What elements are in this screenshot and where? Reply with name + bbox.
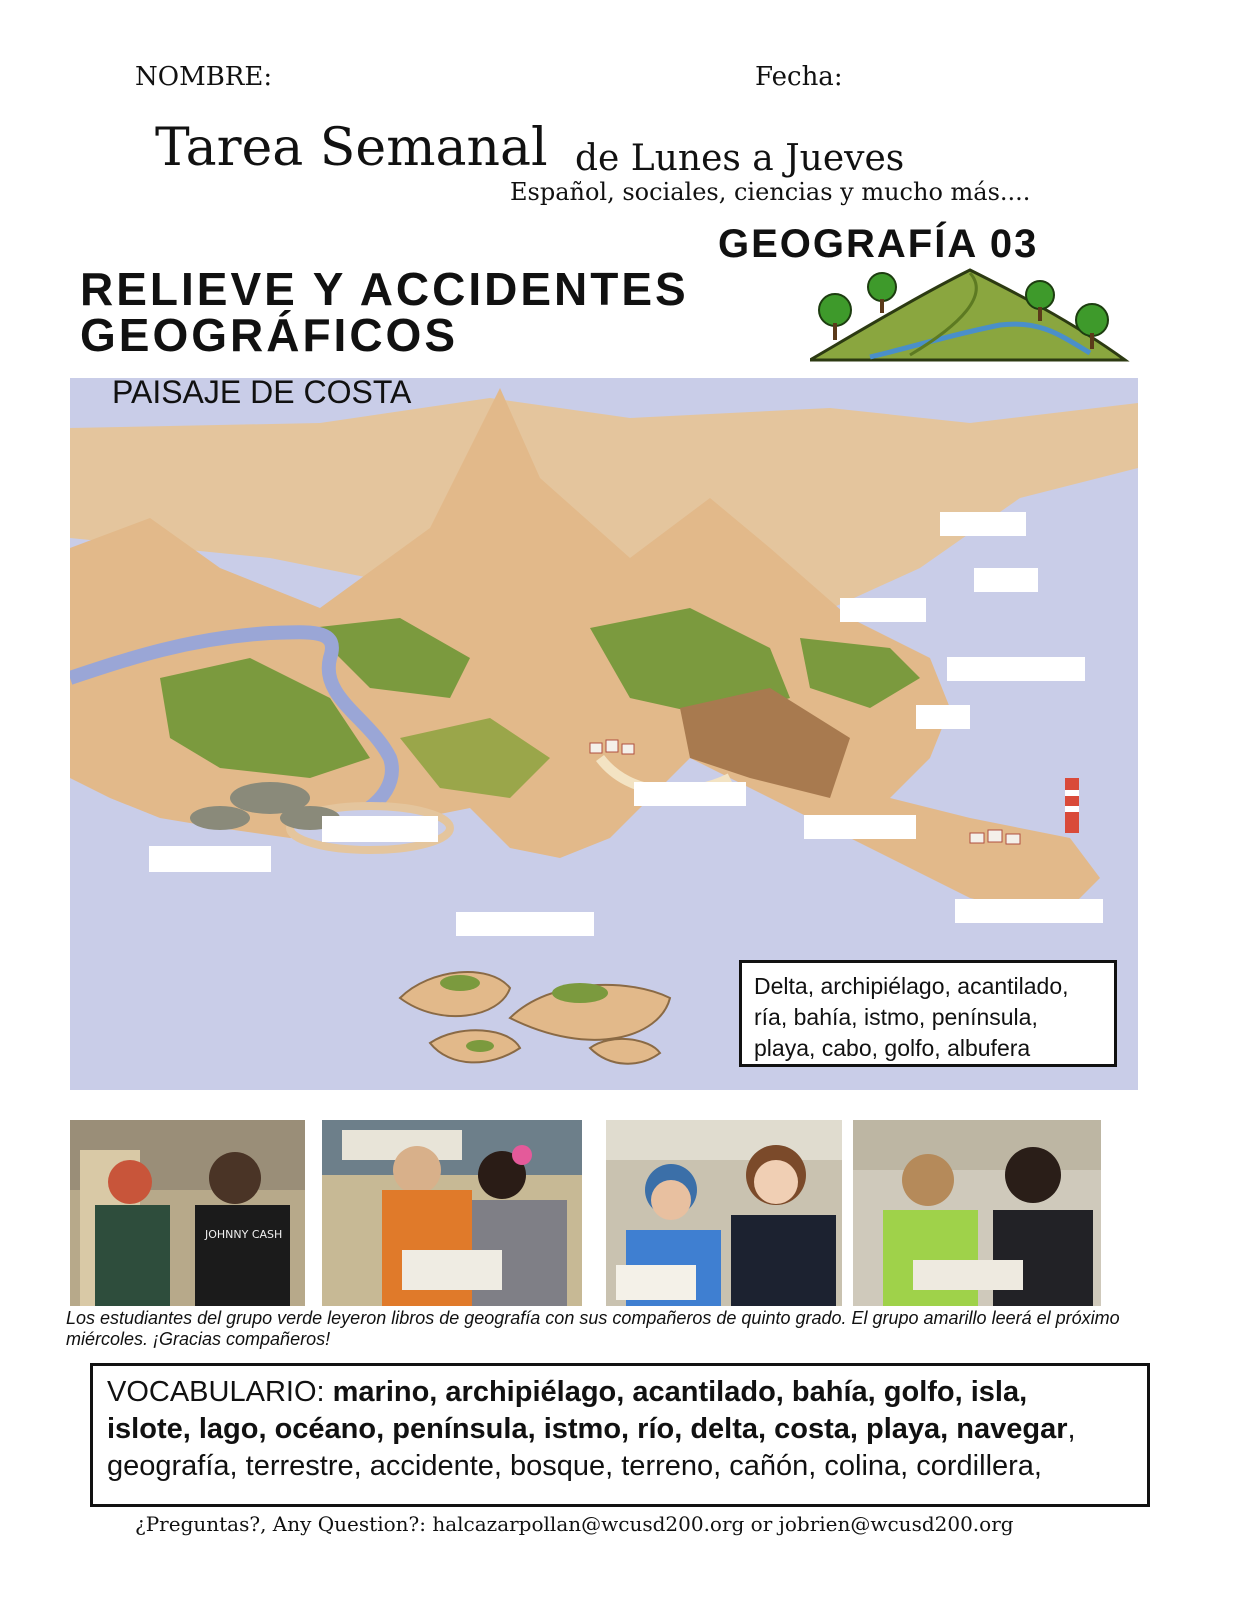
worksheet-title-days: de Lunes a Jueves bbox=[575, 138, 905, 179]
blank-label-box bbox=[456, 912, 594, 936]
vocabulary-words-bold: marino, archipiélago, acantilado, bahía, golfo, isla, bbox=[332, 1376, 1028, 1408]
student-photo bbox=[853, 1120, 1101, 1306]
photo-caption: Los estudiantes del grupo verde leyeron libros de geografía con sus compañeros de quinto grado. El grupo amarillo leerá el próximo miércoles. ¡Gracias compañeros! bbox=[66, 1308, 1120, 1349]
student-photo bbox=[70, 1120, 305, 1306]
student-photo bbox=[606, 1120, 842, 1306]
shirt-print: JOHNNY CASH bbox=[205, 1228, 283, 1241]
blank-label-box bbox=[955, 899, 1103, 923]
topic-heading-line2: GEOGRÁFICOS bbox=[80, 309, 459, 361]
blank-label-box bbox=[634, 782, 746, 806]
vocabulary-label: VOCABULARIO: bbox=[107, 1376, 333, 1408]
map-title: PAISAJE DE COSTA bbox=[112, 374, 412, 410]
vocabulary-words-regular: geografía, terrestre, accidente, bosque, terreno, cañón, colina, cordillera, bbox=[107, 1450, 1042, 1482]
word-bank-line: Delta, archipiélago, acantilado, bbox=[754, 973, 1069, 999]
vocabulary-box bbox=[90, 1363, 1150, 1507]
blank-label-box bbox=[974, 568, 1038, 592]
blank-label-box bbox=[804, 815, 916, 839]
blank-label-box bbox=[322, 816, 438, 842]
vocabulary-separator: , bbox=[1067, 1413, 1076, 1445]
blank-label-box bbox=[149, 846, 271, 872]
unit-label: GEOGRAFÍA 03 bbox=[718, 222, 1039, 266]
word-bank bbox=[739, 960, 1117, 1067]
contact-line: ¿Preguntas?, Any Question?: halcazarpollan@wcusd200.org or jobrien@wcusd200.org bbox=[135, 1512, 1014, 1536]
topic-heading-line1: RELIEVE Y ACCIDENTES bbox=[80, 263, 689, 315]
student-photo bbox=[322, 1120, 582, 1306]
blank-label-box bbox=[947, 657, 1085, 681]
worksheet-title: Tarea Semanal bbox=[155, 118, 548, 178]
blank-label-box bbox=[840, 598, 926, 622]
word-bank-line: ría, bahía, istmo, península, bbox=[754, 1004, 1038, 1030]
hill-clipart bbox=[810, 265, 1130, 365]
word-bank-line: playa, cabo, golfo, albufera bbox=[754, 1035, 1031, 1061]
name-label: NOMBRE: bbox=[135, 62, 273, 92]
date-label: Fecha: bbox=[755, 62, 843, 92]
blank-label-box bbox=[940, 512, 1026, 536]
blank-label-box bbox=[916, 705, 970, 729]
worksheet-subtitle: Español, sociales, ciencias y mucho más.... bbox=[510, 178, 1031, 206]
vocabulary-words-bold: islote, lago, océano, península, istmo, río, delta, costa, playa, navegar bbox=[107, 1413, 1068, 1445]
